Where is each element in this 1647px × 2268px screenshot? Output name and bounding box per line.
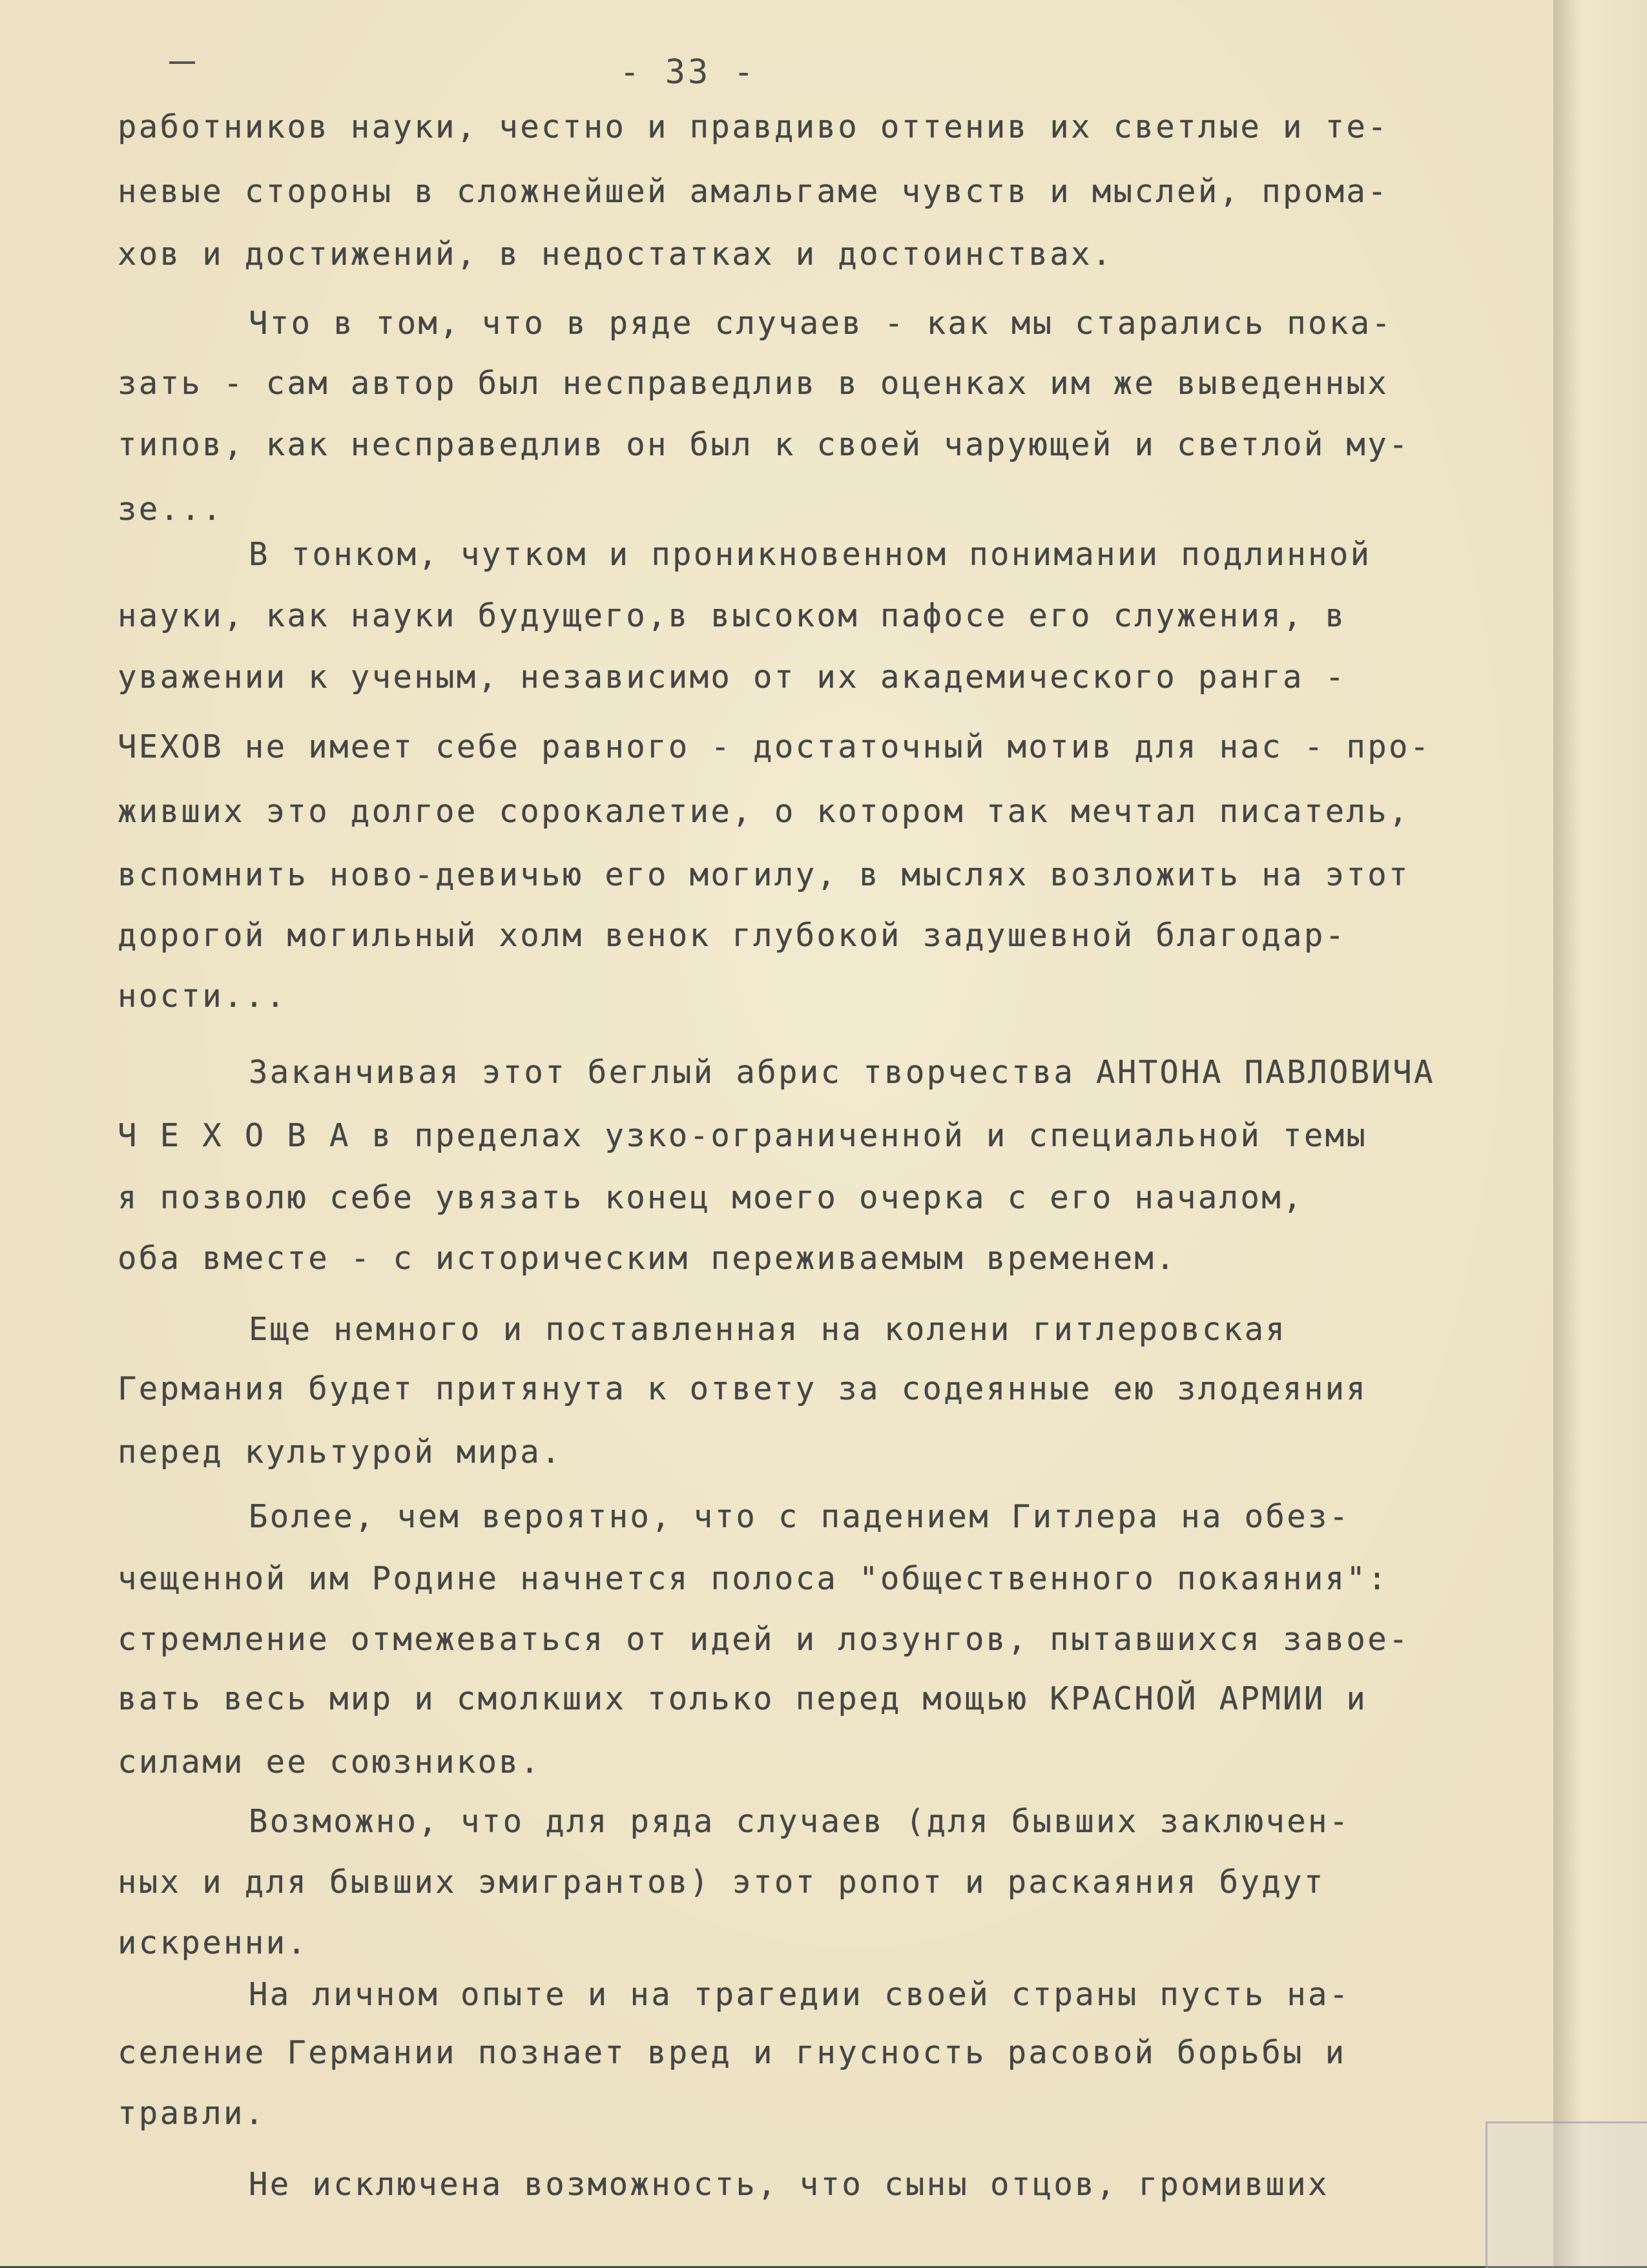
text-line: На личном опыте и на трагедии своей страны пусть на- <box>249 1976 1351 2013</box>
text-line: Германия будет притянута к ответу за содеянные ею злодеяния <box>118 1370 1368 1407</box>
text-line: вспомнить ново-девичью его могилу, в мыслях возложить на этот <box>118 856 1410 893</box>
text-line: ных и для бывших эмигрантов) этот ропот и раскаяния будут <box>118 1864 1325 1901</box>
text-line: дорогой могильный холм венок глубокой задушевной благодар- <box>118 917 1347 954</box>
text-line: невые стороны в сложнейшей амальгаме чувств и мыслей, прома- <box>118 173 1389 210</box>
text-line: оба вместе - с историческим переживаемым временем. <box>118 1240 1177 1277</box>
text-line: силами ее союзников. <box>118 1744 542 1780</box>
text-line: Еще немного и поставленная на колени гитлеровская <box>249 1311 1287 1348</box>
text-line: стремление отмежеваться от идей и лозунгов, пытавшихся завое- <box>118 1621 1410 1658</box>
text-line: травли. <box>118 2095 266 2132</box>
text-line: Ч Е Х О В А в пределах узко-ограниченной и специальной темы <box>118 1117 1368 1154</box>
text-line: Возможно, что для ряда случаев (для бывших заключен- <box>249 1803 1351 1840</box>
archive-stamp <box>1486 2121 1647 2268</box>
text-line: Что в том, что в ряде случаев - как мы старались пока- <box>249 305 1393 342</box>
text-line: селение Германии познает вред и гнусность расовой борьбы и <box>118 2034 1347 2071</box>
text-line: искренни. <box>118 1924 309 1961</box>
text-line: зать - сам автор был несправедлив в оценках им же выведенных <box>118 365 1389 402</box>
text-line: уважении к ученым, независимо от их академического ранга - <box>118 659 1347 696</box>
text-line: Более, чем вероятно, что с падением Гитлера на обез- <box>249 1498 1351 1535</box>
text-line: ЧЕХОВ не имеет себе равного - достаточный мотив для нас - про- <box>118 728 1431 765</box>
text-line: вать весь мир и смолкших только перед мощью КРАСНОЙ АРМИИ и <box>118 1680 1368 1717</box>
text-line: типов, как несправедлив он был к своей чарующей и светлой му- <box>118 426 1410 463</box>
text-line: хов и достижений, в недостатках и достоинствах. <box>118 236 1114 273</box>
text-line: Не исключена возможность, что сыны отцов, громивших <box>249 2166 1329 2203</box>
text-line: чещенной им Родине начнется полоса "общественного покаяния": <box>118 1560 1389 1597</box>
text-line: ности... <box>118 978 287 1015</box>
page-number: - 33 - <box>619 53 756 92</box>
text-line: науки, как науки будущего,в высоком пафосе его служения, в <box>118 597 1347 634</box>
text-line: я позволю себе увязать конец моего очерка с его началом, <box>118 1179 1304 1216</box>
binding-strip <box>1553 0 1647 2266</box>
text-line: зе... <box>118 491 224 528</box>
text-line: работников науки, честно и правдиво оттенив их светлые и те- <box>118 108 1389 145</box>
text-line: Заканчивая этот беглый абрис творчества АНТОНА ПАВЛОВИЧА <box>249 1054 1435 1091</box>
text-line: В тонком, чутком и проникновенном понимании подлинной <box>249 536 1372 573</box>
text-line: перед культурой мира. <box>118 1434 563 1470</box>
text-line: живших это долгое сорокалетие, о котором так мечтал писатель, <box>118 793 1410 830</box>
